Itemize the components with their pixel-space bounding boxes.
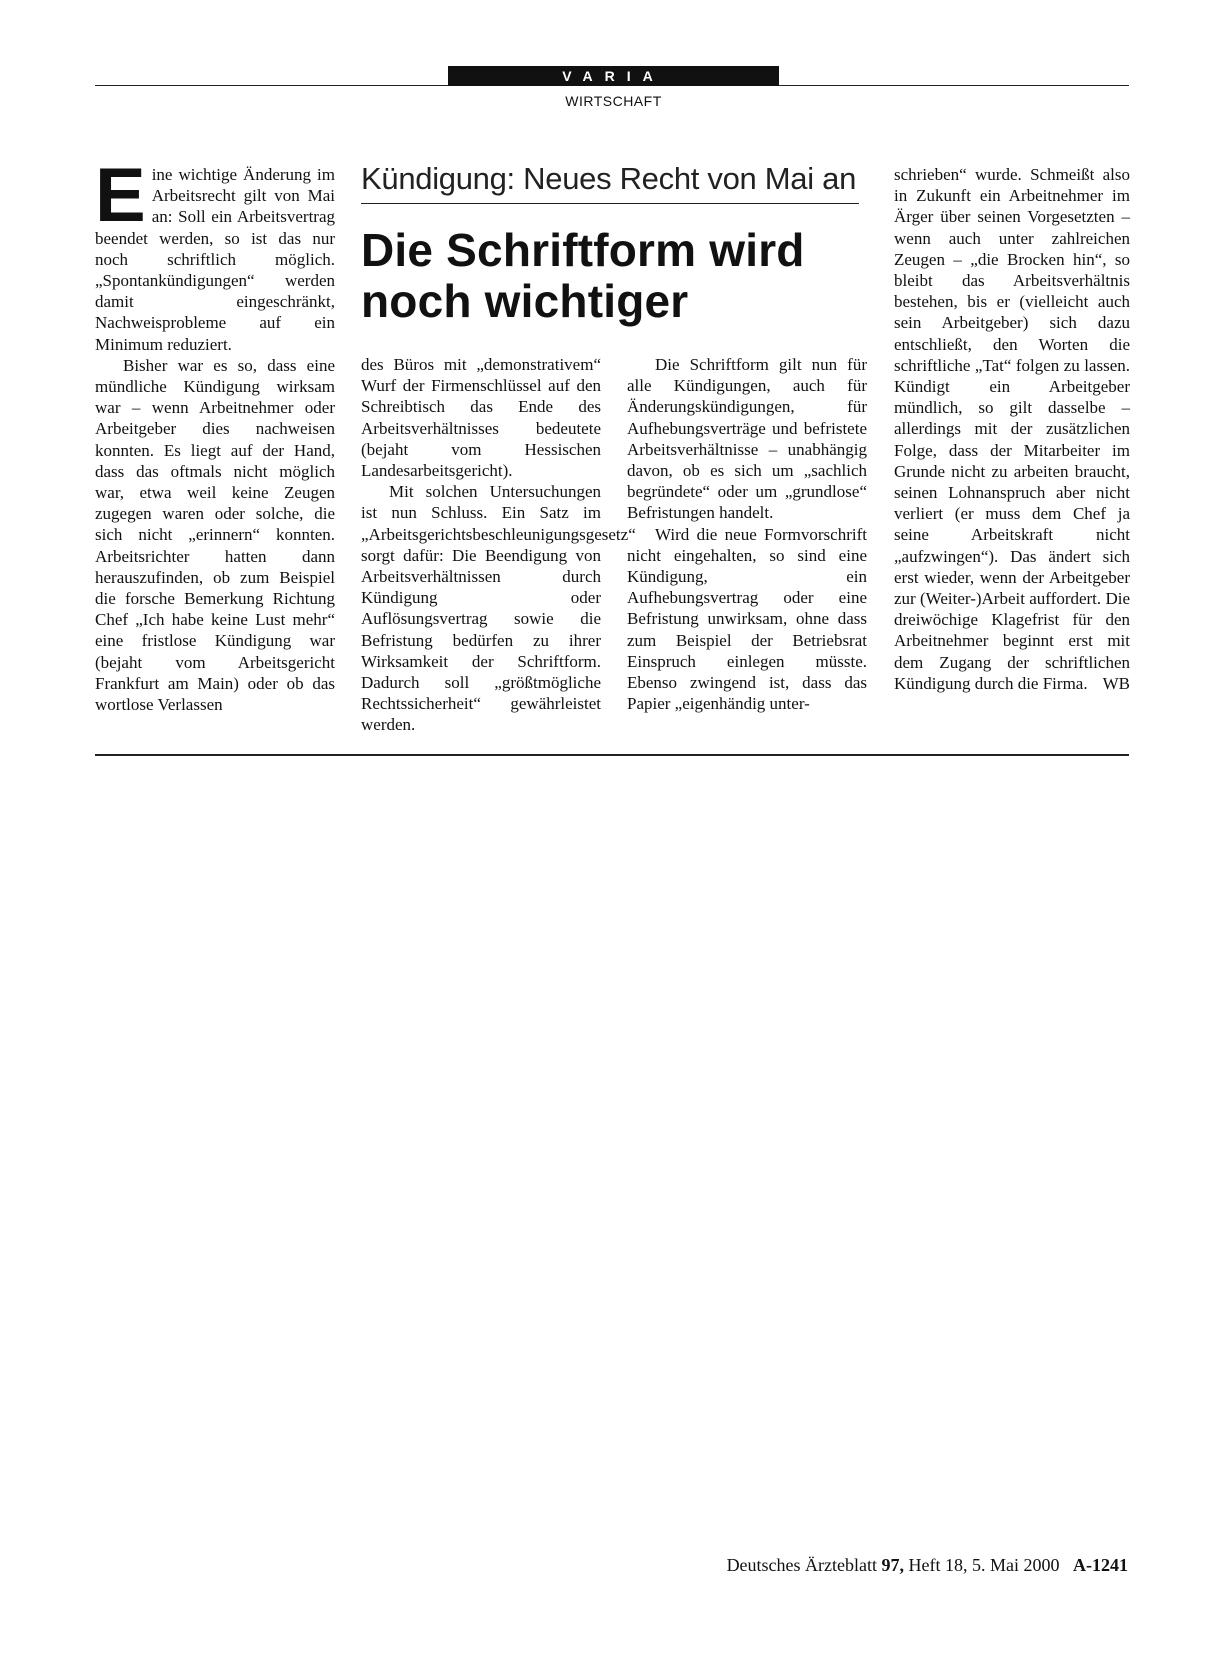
page-number: A-1241 [1073,1555,1128,1575]
article-column-1 [95,153,335,715]
page-footer [727,1555,1128,1576]
paragraph: Die Schriftform gilt nun für alle Kündigungen, auch für Änderungskündigungen, für Aufhebungsverträge und befristete Arbeitsverhältnisse – unabhängig davon, ob es sich um „sachlich begründete“ oder um „grundlose“ Befristungen handelt. [627,355,867,523]
headline-line: Die Schriftform wird [361,224,805,276]
article-column-4 [894,164,1130,694]
subsection-label: WIRTSCHAFT [565,93,662,109]
article-column-2 [361,354,636,736]
article-kicker: Kündigung: Neues Recht von Mai an [361,161,857,196]
author-signature: WB [1102,673,1130,693]
paragraph: des Büros mit „demonstrativem“ Wurf der Firmenschlüssel auf den Schreibtisch das Ende des Arbeitsverhältnisses bedeutete (bejaht vom Hessischen Landesarbeitsgericht). [361,355,601,481]
paragraph: Mit solchen Untersuchungen ist nun Schluss. Ein Satz im „Arbeitsgerichtsbeschleunigungsgesetz“ sorgt dafür: Die Beendigung von Arbeitsverhältnissen durch Kündigung oder Auflösungsvertrag sowie die Befristung bedürfen zu ihrer Wirksamkeit der Schriftform. Dadurch soll „größtmögliche Rechtssicherheit“ gewährleistet werden. [361,482,636,735]
article-headline [361,225,866,327]
paragraph: Wird die neue Formvorschrift nicht eingehalten, so sind eine Kündigung, ein Aufhebungsvertrag oder eine Befristung unwirksam, ohne dass zum Beispiel der Betriebsrat Einspruch einlegen müsste. Ebenso zwingend ist, dass das Papier „eigenhändig unter- [627,524,867,714]
journal-issue: Heft 18, 5. Mai 2000 [908,1555,1060,1575]
headline-line: noch wichtiger [361,275,689,327]
article-bottom-rule [95,754,1129,756]
paragraph-text: ine wichtige Änderung im Arbeitsrecht gilt von Mai an: Soll ein Arbeitsvertrag beendet werden, so ist das nur noch schriftlich möglich. „Spontankündigungen“ werden damit eingeschränkt, Nachweisprobleme auf ein Minimum reduziert. [95,165,335,354]
paragraph: Bisher war es so, dass eine mündliche Kündigung wirksam war – wenn Arbeitnehmer oder Arbeitgeber dies nachweisen konnten. Es liegt auf der Hand, dass das oftmals nicht möglich war, etwa weil keine Zeugen zugegen waren oder solche, die sich nicht „erinnern“ konnten. Arbeitsrichter hatten dann herauszufinden, ob zum Beispiel die forsche Bemerkung Richtung Chef „Ich habe keine Lust mehr“ eine fristlose Kündigung war (bejaht vom Arbeitsgericht Frankfurt am Main) oder ob das wortlose Verlassen [95,355,335,715]
paragraph [894,164,1130,694]
journal-volume: 97, [881,1555,905,1575]
kicker-rule [361,203,859,204]
article-column-3 [627,354,867,714]
journal-name: Deutsches Ärzteblatt [726,1555,878,1575]
section-label: VARIA [448,66,779,86]
drop-cap: E [95,153,146,238]
paragraph [95,153,335,355]
paragraph-text: schrieben“ wurde. Schmeißt also in Zukunft ein Arbeitnehmer im Ärger über seinen Vorgesetzten – wenn auch unter zahlreichen Zeugen – „die Brocken hin“, so bleibt das Arbeitsverhältnis bestehen, bis er (vielleicht auch sein Arbeitgeber) sich dazu entschließt, den Worten die schriftliche „Tat“ folgen zu lassen. Kündigt ein Arbeitgeber mündlich, so gilt dasselbe – allerdings mit der zusätzlichen Folge, dass der Mitarbeiter im Grunde nicht zu arbeiten braucht, seinen Lohnanspruch aber nicht verliert (er muss dem Chef ja seine Arbeitskraft nicht „aufzwingen“). Das ändert sich erst wieder, wenn der Arbeitgeber zur (Weiter-)Arbeit auffordert. Die dreiwöchige Klagefrist für den Arbeitnehmer beginnt erst mit dem Zugang der schriftlichen Kündigung durch die Firma. [894,165,1130,693]
